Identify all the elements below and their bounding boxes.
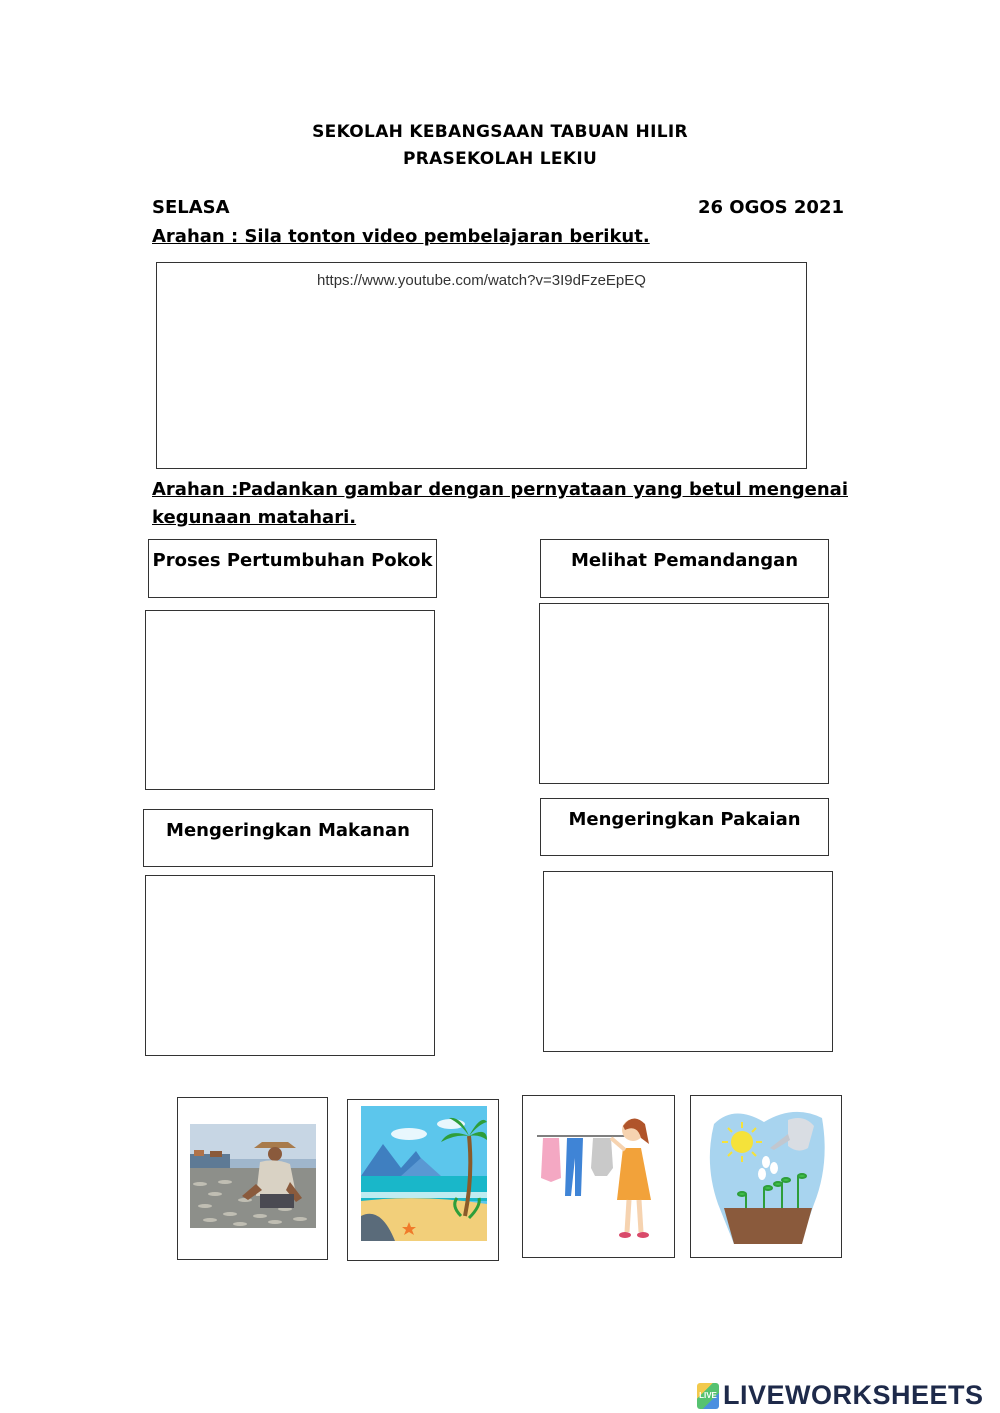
class-name: PRASEKOLAH LEKIU [402, 149, 598, 169]
drying-fish-photo-icon [190, 1124, 316, 1228]
statement-view-scenery [540, 539, 829, 598]
instruction-video: Arahan : Sila tonton video pembelajaran berikut. [152, 226, 650, 247]
statement-label: Proses Pertumbuhan Pokok [152, 550, 433, 571]
school-name: SEKOLAH KEBANGSAAN TABUAN HILIR [312, 122, 688, 142]
video-url[interactable]: https://www.youtube.com/watch?v=3I9dFzeEpEQ [317, 272, 646, 289]
brand-wordmark: LIVEWORKSHEETS [723, 1380, 984, 1410]
image-card-beach[interactable] [347, 1099, 499, 1261]
statement-dry-food [143, 809, 433, 867]
sun-watering-plants-icon [704, 1104, 830, 1249]
instruction-match-line1: Arahan :Padankan gambar dengan pernyataan yang betul mengenai [152, 479, 848, 500]
statement-dry-clothes [540, 798, 829, 856]
statement-plant-growth [148, 539, 437, 598]
image-card-sun-plants[interactable] [690, 1095, 842, 1258]
statement-label: Melihat Pemandangan [570, 550, 799, 571]
date-label: 26 OGOS 2021 [697, 197, 844, 218]
live-badge-icon: LIVE [697, 1383, 719, 1409]
instruction-match-line2: kegunaan matahari. [152, 507, 357, 528]
statement-label: Mengeringkan Makanan [166, 820, 410, 841]
drop-zone-dry-food[interactable] [145, 875, 435, 1056]
liveworksheets-logo [697, 1380, 984, 1411]
statement-label: Mengeringkan Pakaian [568, 809, 801, 830]
image-card-drying-fish[interactable] [177, 1097, 328, 1260]
image-card-hanging-clothes[interactable] [522, 1095, 675, 1258]
day-label: SELASA [152, 197, 230, 218]
drop-zone-plant-growth[interactable] [145, 610, 435, 790]
drop-zone-view-scenery[interactable] [539, 603, 829, 784]
drop-zone-dry-clothes[interactable] [543, 871, 833, 1052]
girl-hanging-clothes-icon [537, 1108, 663, 1248]
video-frame[interactable] [156, 262, 807, 469]
beach-scenery-icon [361, 1106, 487, 1241]
